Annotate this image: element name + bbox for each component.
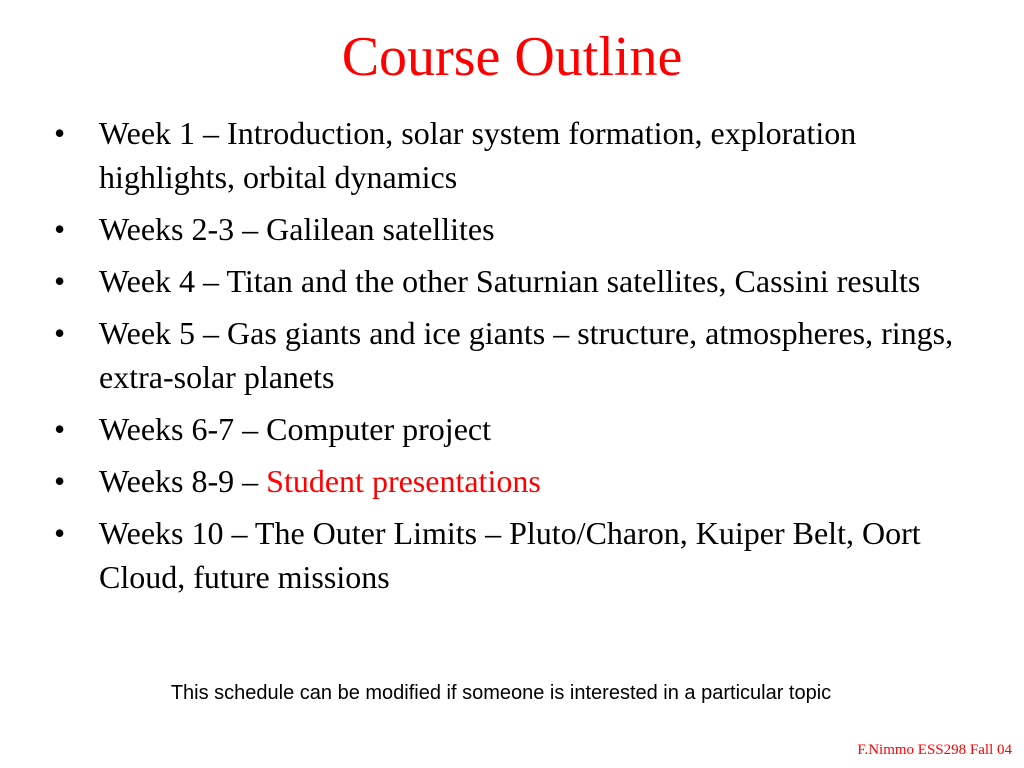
bullet-dot: • (54, 515, 66, 551)
list-item-text: Weeks 10 – The Outer Limits – Pluto/Charon, Kuiper Belt, Oort Cloud, future missions (99, 515, 921, 595)
list-item-week-10 (52, 511, 992, 599)
bullet-dot: • (54, 263, 66, 299)
student-presentations-highlight: Student presentations (266, 463, 541, 499)
list-item-weeks-8-9 (52, 459, 992, 503)
bullet-dot: • (54, 211, 66, 247)
slide-title: Course Outline (341, 26, 683, 88)
list-item-text: Weeks 6-7 – Computer project (99, 411, 491, 447)
list-item-week-4 (52, 259, 992, 303)
schedule-note: This schedule can be modified if someone is interested in a particular topic (170, 682, 832, 704)
footer-credit: F.Nimmo ESS298 Fall 04 (857, 742, 1012, 758)
list-item-text: Week 4 – Titan and the other Saturnian satellites, Cassini results (99, 263, 921, 299)
bullet-dot: • (54, 463, 66, 499)
list-item-weeks-6-7 (52, 407, 992, 451)
bullet-dot: • (54, 115, 66, 151)
list-item-week-5 (52, 311, 992, 399)
bullet-dot: • (54, 315, 66, 351)
list-item-week-1 (52, 111, 992, 199)
course-outline-list (52, 111, 992, 607)
list-item-weeks-2-3 (52, 207, 992, 251)
list-item-text: Weeks 2-3 – Galilean satellites (99, 211, 495, 247)
list-item-text: Week 5 – Gas giants and ice giants – structure, atmospheres, rings, extra-solar planets (99, 315, 954, 395)
list-item-text: Weeks 8-9 – (99, 463, 267, 499)
bullet-dot: • (54, 411, 66, 447)
list-item-text: Week 1 – Introduction, solar system formation, exploration highlights, orbital dynamics (99, 115, 857, 195)
